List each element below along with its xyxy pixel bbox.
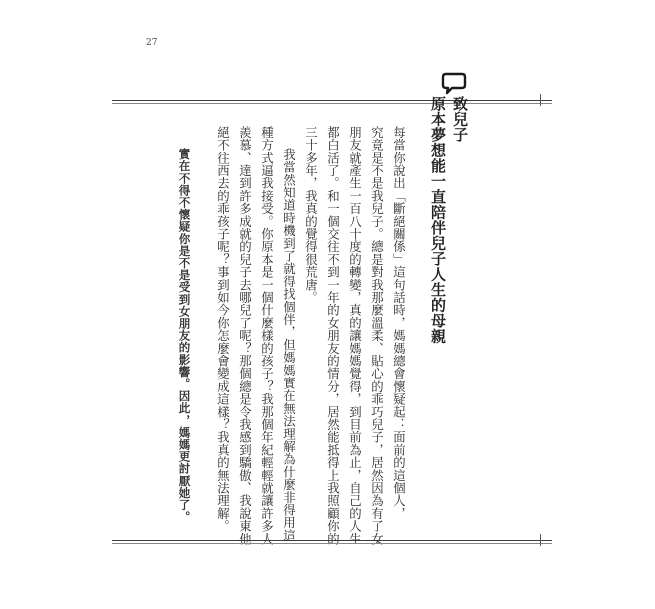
body-text — [202, 126, 407, 546]
title-line-2: 原本夢想能一直陪伴兒子人生的母親 — [429, 96, 447, 344]
body-line: 種方式逼我接受。你原本是一個什麼樣的孩子？我那個年紀輕輕就讓許多人 — [259, 126, 275, 546]
body-line: 究竟是不是我兒子。總是對我那麼溫柔、貼心的乖巧兒子，居然因為有了女 — [369, 126, 385, 546]
body-line: 絕不往西去的乖孩子呢？事到如今你怎麼會變成這樣？我真的無法理解。 — [215, 126, 231, 533]
bottom-rule — [112, 540, 552, 541]
top-rule — [112, 100, 552, 101]
body-line: 朋友就產生一百八十度的轉變，真的讓媽媽覺得，到目前為止，自己的人生 — [347, 126, 363, 546]
body-line: 我當然知道時機到了就得找個伴，但媽媽實在無法理解為什麼非得用這 — [281, 148, 297, 542]
closing-quote: 實在不得不懷疑你是不是受到女朋友的影響。因此，媽媽更討厭她了。 — [177, 148, 192, 524]
top-rule-tick — [540, 94, 541, 106]
bottom-rule-tick — [540, 534, 541, 546]
speech-bubble-icon — [441, 72, 467, 96]
body-line: 都白活了。和一個交往不到一年的女朋友的情分，居然能抵得上我照顧你的 — [325, 126, 341, 546]
body-line: 羨慕、達到許多成就的兒子去哪兒了呢？那個總是令我感到驕傲、我說東他 — [237, 126, 253, 546]
body-line: 三十多年，我真的覺得很荒唐。 — [303, 126, 319, 304]
page-number: 27 — [146, 38, 158, 48]
title-line-1: 致兒子 — [451, 96, 469, 143]
body-line: 每當你說出「斷絕關係」這句話時，媽媽總會懷疑起：面前的這個人， — [391, 126, 407, 520]
